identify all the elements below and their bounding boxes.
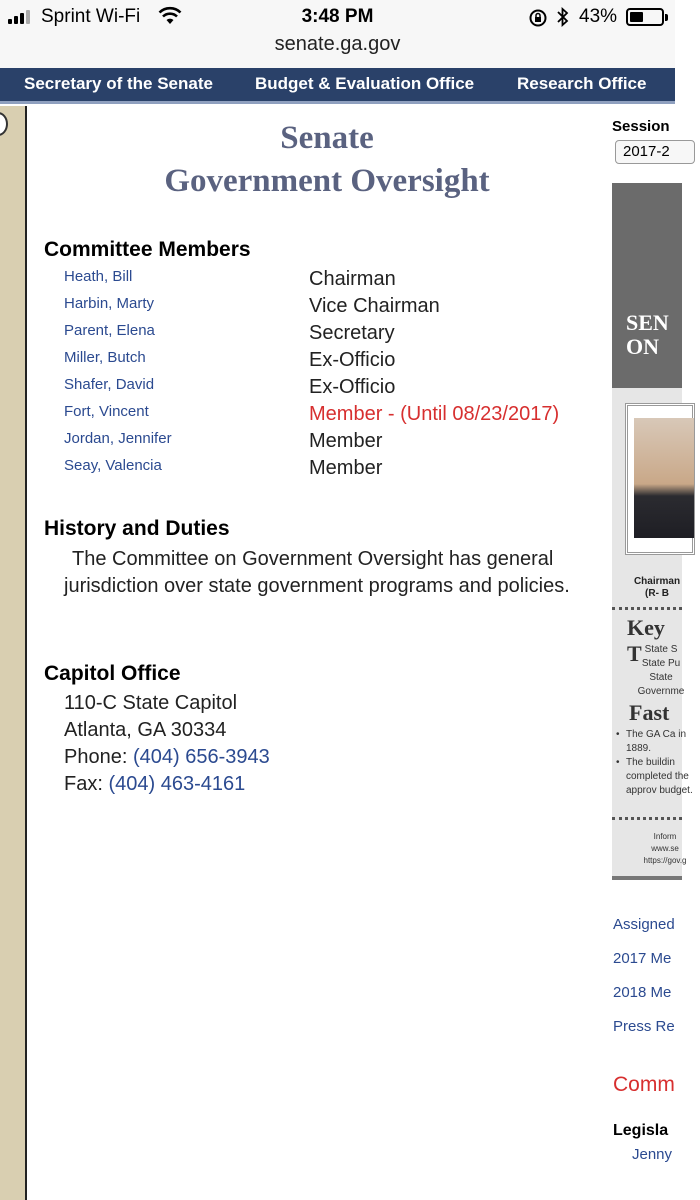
office-phone-row — [64, 744, 270, 771]
session-select[interactable]: 2017-2 — [615, 140, 695, 164]
sidebar-link[interactable]: 2018 Me — [613, 984, 672, 1001]
office-address-line1: 110-C State Capitol — [64, 692, 238, 714]
battery-level — [630, 12, 643, 22]
sidebar-contact-link[interactable]: Jenny — [632, 1146, 673, 1163]
committee-promo-card[interactable] — [612, 183, 693, 880]
sidebar-subheading: Legisla — [613, 1122, 669, 1139]
fact-item: • The buildin completed the approv budget. — [616, 756, 696, 798]
member-link[interactable]: Shafer, David — [64, 376, 155, 393]
history-text: The Committee on Government Oversight has general jurisdiction over state government programs and policies. — [64, 548, 570, 597]
member-role: Chairman — [309, 268, 396, 290]
member-role: Ex-Officio — [309, 376, 396, 398]
sidebar-link[interactable]: Press Re — [613, 1018, 675, 1035]
rotation-lock-icon — [528, 8, 548, 33]
battery-percent: 43% — [579, 6, 618, 27]
fast-facts-list — [616, 728, 696, 798]
nav-research-office[interactable]: Research Office — [517, 74, 647, 93]
nav-secretary-of-the-senate[interactable]: Secretary of the Senate — [24, 74, 213, 93]
sidebar-section-heading: Comm — [613, 1073, 675, 1096]
url-text: senate.ga.gov — [274, 33, 401, 55]
member-role: Member — [309, 430, 383, 452]
phone-link[interactable]: (404) 656-3943 — [132, 746, 270, 768]
office-heading: Capitol Office — [44, 662, 181, 685]
chairman-photo — [634, 418, 694, 538]
member-link[interactable]: Jordan, Jennifer — [64, 430, 172, 447]
promo-heading: SEN ON — [626, 310, 669, 359]
member-role: Member - (Until 08/23/2017) — [309, 403, 560, 425]
member-role: Ex-Officio — [309, 349, 396, 371]
clock: 3:48 PM — [301, 6, 374, 27]
members-heading: Committee Members — [44, 238, 251, 261]
key-list: State S State Pu State Governme — [637, 644, 685, 697]
sidebar-link[interactable]: 2017 Me — [613, 950, 672, 967]
member-link[interactable]: Harbin, Marty — [64, 295, 155, 312]
office-fax-row — [64, 771, 245, 798]
history-heading: History and Duties — [44, 517, 230, 540]
promo-info: Inform www.se https://gov.g — [643, 832, 687, 865]
site-nav — [0, 68, 675, 104]
office-address-line2: Atlanta, GA 30334 — [64, 719, 227, 741]
member-link[interactable]: Seay, Valencia — [64, 457, 162, 474]
member-role: Member — [309, 457, 383, 479]
fax-label: Fax: — [64, 773, 103, 795]
battery-icon — [626, 8, 664, 26]
session-label: Session — [612, 118, 670, 135]
divider — [612, 817, 682, 820]
page-title-line2: Government Oversight — [164, 163, 490, 199]
member-link[interactable]: Heath, Bill — [64, 268, 133, 285]
member-role: Secretary — [309, 322, 395, 344]
nav-budget-evaluation-office[interactable]: Budget & Evaluation Office — [255, 74, 475, 93]
status-bar — [0, 0, 675, 34]
chairman-caption: Chairman (R- B — [633, 576, 681, 599]
page-title-line1: Senate — [280, 120, 374, 156]
chairman-photo-frame — [625, 403, 695, 555]
key-heading: Key T — [627, 615, 665, 666]
bluetooth-icon — [556, 7, 570, 32]
member-link[interactable]: Miller, Butch — [64, 349, 146, 366]
left-gutter — [0, 106, 27, 1200]
divider — [612, 607, 682, 610]
member-link[interactable]: Fort, Vincent — [64, 403, 149, 420]
fact-item: • The GA Ca in 1889. — [616, 728, 696, 756]
member-link[interactable]: Parent, Elena — [64, 322, 155, 339]
sidebar-link[interactable]: Assigned — [613, 916, 675, 933]
fax-link[interactable]: (404) 463-4161 — [108, 773, 246, 795]
phone-label: Phone: — [64, 746, 128, 768]
address-bar[interactable] — [0, 34, 675, 68]
member-role: Vice Chairman — [309, 295, 440, 317]
carrier-name: Sprint Wi-Fi — [41, 6, 141, 27]
fast-facts-heading: Fast — [629, 700, 670, 725]
